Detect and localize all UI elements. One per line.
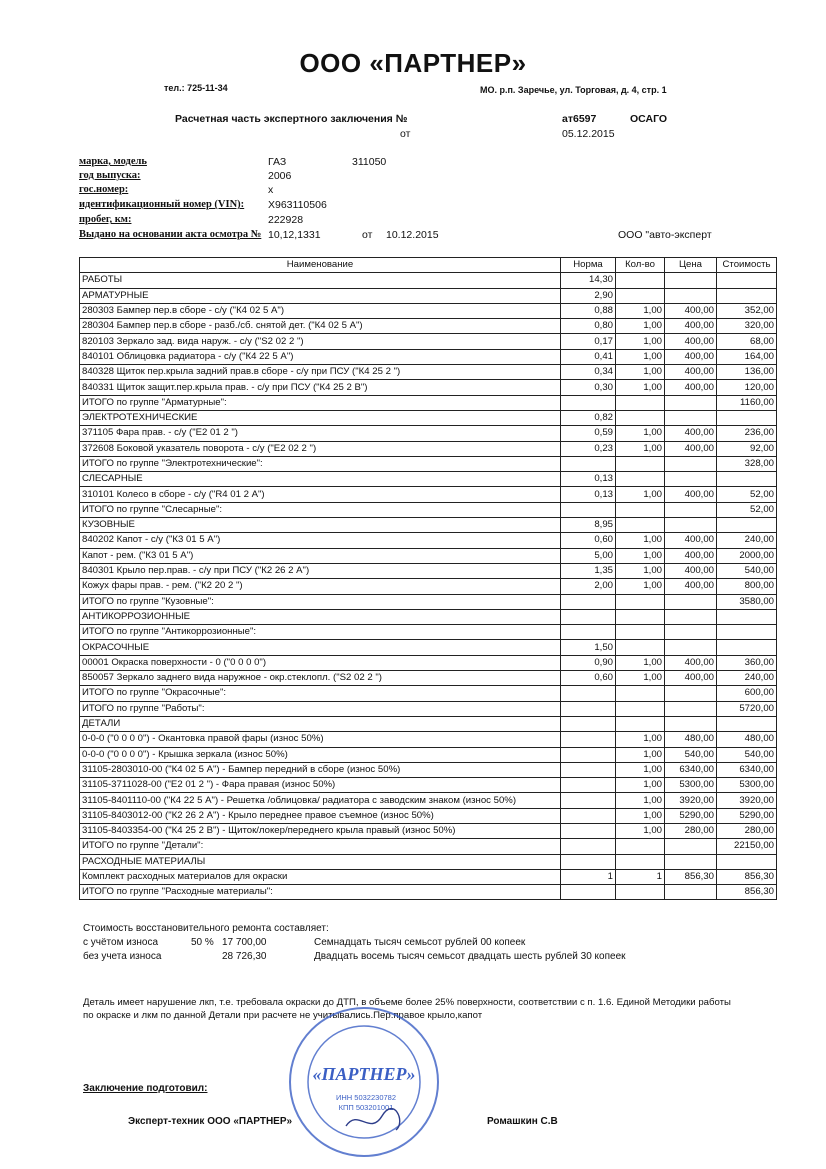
cell-cost: 5300,00 (717, 778, 777, 793)
cell-name: 280304 Бампер пер.в сборе - разб./сб. снятой дет. ("К4 02 5 А") (80, 319, 561, 334)
cell-price (665, 502, 717, 517)
cell-name: 0-0-0 ("0 0 0 0") - Окантовка правой фары (износ 50%) (80, 732, 561, 747)
cell-name: 820103 Зеркало зад. вида наруж. - с/у ("S2 02 2 ") (80, 334, 561, 349)
cell-name: 371105 Фара прав. - с/у ("Е2 01 2 ") (80, 426, 561, 441)
cell-norm (561, 854, 616, 869)
cell-qty: 1,00 (616, 487, 665, 502)
cell-qty: 1,00 (616, 334, 665, 349)
cell-name: КУЗОВНЫЕ (80, 518, 561, 533)
with-wear-percent: 50 % (191, 937, 214, 948)
cell-name: Кожух фары прав. - рем. ("К2 20 2 ") (80, 579, 561, 594)
cell-name: ИТОГО по группе "Детали": (80, 839, 561, 854)
cell-qty (616, 701, 665, 716)
cell-price (665, 273, 717, 288)
table-row (80, 732, 777, 747)
vehicle-vin-label: идентификационный номер (VIN): (79, 199, 245, 210)
table-row (80, 793, 777, 808)
table-row (80, 823, 777, 838)
cell-qty: 1,00 (616, 426, 665, 441)
cell-norm (561, 793, 616, 808)
report-title: Расчетная часть экспертного заключения № (175, 113, 408, 125)
cell-qty (616, 716, 665, 731)
cell-price (665, 456, 717, 471)
table-row (80, 671, 777, 686)
cell-price (665, 716, 717, 731)
cell-price (665, 472, 717, 487)
no-wear-value: 28 726,30 (222, 951, 267, 962)
column-header-cost: Стоимость (717, 258, 777, 273)
cell-qty: 1,00 (616, 793, 665, 808)
table-row (80, 686, 777, 701)
signer-name: Ромашкин С.В (487, 1116, 558, 1127)
cell-qty: 1,00 (616, 533, 665, 548)
cell-cost: 68,00 (717, 334, 777, 349)
table-section-row (80, 640, 777, 655)
cell-name: 31105-3711028-00 ("Е2 01 2 ") - Фара правая (износ 50%) (80, 778, 561, 793)
cell-price (665, 625, 717, 640)
vehicle-mileage-value: 222928 (268, 214, 304, 226)
cell-norm: 0,82 (561, 410, 616, 425)
cell-cost: 52,00 (717, 487, 777, 502)
cell-name: 840328 Щиток пер.крыла задний прав.в сборе - с/у при ПСУ ("К4 25 2 ") (80, 365, 561, 380)
cell-norm: 1 (561, 869, 616, 884)
cell-name: ИТОГО по группе "Работы": (80, 701, 561, 716)
note-line-2: по окраске и лкм по данной Детали при расчете не учитывались.Пер.правое крыло,капот (83, 1010, 483, 1021)
table-section-row (80, 288, 777, 303)
cell-qty (616, 456, 665, 471)
cell-cost: 856,30 (717, 885, 777, 900)
table-section-row (80, 609, 777, 624)
cell-norm (561, 686, 616, 701)
cell-norm: 0,13 (561, 472, 616, 487)
table-row (80, 625, 777, 640)
cell-price: 400,00 (665, 441, 717, 456)
stamp-name: «ПАРТНЕР» (312, 1064, 416, 1084)
cell-price (665, 854, 717, 869)
cell-norm (561, 716, 616, 731)
cell-cost: 856,30 (717, 869, 777, 884)
no-wear-label: без учета износа (83, 951, 162, 962)
cell-name: 310101 Колесо в сборе - с/у ("R4 01 2 А") (80, 487, 561, 502)
cell-norm (561, 747, 616, 762)
cell-norm (561, 823, 616, 838)
act-date: 10.12.2015 (386, 229, 439, 241)
cell-qty (616, 854, 665, 869)
vehicle-make-value: ГАЗ (268, 156, 287, 168)
cell-qty (616, 625, 665, 640)
cell-qty: 1,00 (616, 655, 665, 670)
cell-norm (561, 701, 616, 716)
cell-name: Капот - рем. ("К3 01 5 А") (80, 548, 561, 563)
cell-qty: 1,00 (616, 441, 665, 456)
cell-qty: 1,00 (616, 823, 665, 838)
table-row (80, 594, 777, 609)
report-type: ОСАГО (630, 113, 668, 125)
table-row (80, 563, 777, 578)
stamp-inn: ИНН 5032230782 (335, 1093, 397, 1102)
cell-price: 400,00 (665, 365, 717, 380)
cell-name: Комплект расходных материалов для окраски (80, 869, 561, 884)
cell-price: 400,00 (665, 671, 717, 686)
cell-cost: 240,00 (717, 671, 777, 686)
cell-cost: 328,00 (717, 456, 777, 471)
cell-qty: 1,00 (616, 303, 665, 318)
cell-cost: 360,00 (717, 655, 777, 670)
cell-price: 3920,00 (665, 793, 717, 808)
table-row (80, 533, 777, 548)
table-section-row (80, 273, 777, 288)
cell-cost: 92,00 (717, 441, 777, 456)
cell-norm: 0,88 (561, 303, 616, 318)
cell-norm (561, 625, 616, 640)
cell-price (665, 518, 717, 533)
cell-price: 280,00 (665, 823, 717, 838)
cell-qty (616, 472, 665, 487)
table-header-row (80, 258, 777, 273)
vehicle-plate-label: гос.номер: (79, 184, 129, 195)
cell-price: 540,00 (665, 747, 717, 762)
table-row (80, 502, 777, 517)
cell-price (665, 594, 717, 609)
cell-qty: 1,00 (616, 579, 665, 594)
cell-norm: 0,90 (561, 655, 616, 670)
cell-qty (616, 885, 665, 900)
cell-norm (561, 732, 616, 747)
cell-name: 31105-2803010-00 ("К4 02 5 А") - Бампер передний в сборе (износ 50%) (80, 762, 561, 777)
column-header-norm: Норма (561, 258, 616, 273)
act-value: 10,12,1331 (268, 229, 321, 241)
cell-price: 856,30 (665, 869, 717, 884)
cell-name: ИТОГО по группе "Антикоррозионные": (80, 625, 561, 640)
cell-norm: 0,41 (561, 349, 616, 364)
cell-cost (717, 716, 777, 731)
cell-qty: 1,00 (616, 778, 665, 793)
cell-qty (616, 288, 665, 303)
cell-name: АРМАТУРНЫЕ (80, 288, 561, 303)
cell-price: 400,00 (665, 487, 717, 502)
cell-norm: 0,59 (561, 426, 616, 441)
cell-norm (561, 839, 616, 854)
cell-cost: 3920,00 (717, 793, 777, 808)
cell-norm: 14,30 (561, 273, 616, 288)
table-row (80, 365, 777, 380)
cell-qty: 1,00 (616, 349, 665, 364)
cell-norm: 2,90 (561, 288, 616, 303)
cell-cost: 800,00 (717, 579, 777, 594)
cell-price: 400,00 (665, 579, 717, 594)
cell-name: СЛЕСАРНЫЕ (80, 472, 561, 487)
cell-norm (561, 885, 616, 900)
table-row (80, 869, 777, 884)
cell-norm: 5,00 (561, 548, 616, 563)
cell-price (665, 640, 717, 655)
cell-cost: 6340,00 (717, 762, 777, 777)
cell-name: 31105-8403354-00 ("К4 25 2 В") - Щиток/локер/переднего крыла правый (износ 50%) (80, 823, 561, 838)
cell-price: 400,00 (665, 303, 717, 318)
cell-norm: 8,95 (561, 518, 616, 533)
table-row (80, 303, 777, 318)
cell-cost: 2000,00 (717, 548, 777, 563)
cell-price: 400,00 (665, 319, 717, 334)
with-wear-label: с учётом износа (83, 937, 159, 948)
cell-price: 400,00 (665, 426, 717, 441)
cell-norm (561, 808, 616, 823)
cell-name: АНТИКОРРОЗИОННЫЕ (80, 609, 561, 624)
cell-cost: 280,00 (717, 823, 777, 838)
cell-cost: 3580,00 (717, 594, 777, 609)
cell-name: 372608 Боковой указатель поворота - с/у ("Е2 02 2 ") (80, 441, 561, 456)
cell-qty (616, 640, 665, 655)
cell-cost: 164,00 (717, 349, 777, 364)
company-address: МО. р.п. Заречье, ул. Торговая, д. 4, стр. 1 (480, 85, 667, 95)
cell-qty (616, 273, 665, 288)
cell-qty: 1,00 (616, 808, 665, 823)
cell-qty: 1,00 (616, 747, 665, 762)
cell-cost (717, 625, 777, 640)
cell-name: 31105-8403012-00 ("К2 26 2 А") - Крыло переднее правое съемное (износ 50%) (80, 808, 561, 823)
cell-cost: 352,00 (717, 303, 777, 318)
act-from-label: от (362, 229, 373, 241)
cell-name: РАБОТЫ (80, 273, 561, 288)
cell-qty: 1,00 (616, 319, 665, 334)
cell-name: ИТОГО по группе "Расходные материалы": (80, 885, 561, 900)
cell-cost: 5290,00 (717, 808, 777, 823)
cell-price: 400,00 (665, 349, 717, 364)
cell-cost (717, 640, 777, 655)
table-section-row (80, 518, 777, 533)
column-header-name: Наименование (80, 258, 561, 273)
stamp-kpp: КПП 503201001 (338, 1103, 394, 1112)
cell-name: 280303 Бампер пер.в сборе - с/у ("К4 02 5 А") (80, 303, 561, 318)
table-row (80, 885, 777, 900)
cell-cost: 600,00 (717, 686, 777, 701)
report-from-label: от (400, 128, 411, 140)
cell-qty: 1,00 (616, 548, 665, 563)
table-row (80, 747, 777, 762)
summary-title: Стоимость восстановительного ремонта составляет: (83, 923, 329, 934)
cell-cost: 480,00 (717, 732, 777, 747)
cell-name: РАСХОДНЫЕ МАТЕРИАЛЫ (80, 854, 561, 869)
table-section-row (80, 716, 777, 731)
cell-qty: 1,00 (616, 380, 665, 395)
with-wear-words: Семнадцать тысяч семьсот рублей 00 копеек (314, 937, 526, 948)
cell-cost (717, 854, 777, 869)
cell-name: 840101 Облицовка радиатора - с/у ("К4 22 5 А") (80, 349, 561, 364)
cell-qty (616, 410, 665, 425)
cell-norm: 0,23 (561, 441, 616, 456)
cell-cost (717, 609, 777, 624)
company-name: ООО «ПАРТНЕР» (299, 48, 527, 78)
cell-price (665, 839, 717, 854)
act-label: Выдано на основании акта осмотра № (79, 229, 262, 240)
vehicle-year-value: 2006 (268, 170, 292, 182)
cell-price: 6340,00 (665, 762, 717, 777)
table-row (80, 839, 777, 854)
cell-norm (561, 395, 616, 410)
cell-qty (616, 502, 665, 517)
cell-price: 400,00 (665, 334, 717, 349)
cell-qty: 1 (616, 869, 665, 884)
cell-price (665, 701, 717, 716)
table-row (80, 441, 777, 456)
cell-norm (561, 456, 616, 471)
cell-price: 400,00 (665, 655, 717, 670)
table-row (80, 349, 777, 364)
cell-price: 400,00 (665, 563, 717, 578)
cell-qty (616, 518, 665, 533)
cell-name: ИТОГО по группе "Кузовные": (80, 594, 561, 609)
cell-cost: 136,00 (717, 365, 777, 380)
cell-norm (561, 778, 616, 793)
cell-price (665, 395, 717, 410)
act-organization: ООО "авто-эксперт (618, 229, 712, 241)
table-row (80, 579, 777, 594)
cell-name: ЭЛЕКТРОТЕХНИЧЕСКИЕ (80, 410, 561, 425)
cell-price (665, 609, 717, 624)
table-row (80, 762, 777, 777)
table-body (80, 273, 777, 900)
cell-norm: 0,34 (561, 365, 616, 380)
report-number: ат6597 (562, 113, 597, 125)
vehicle-vin-value: X963110506 (268, 199, 327, 211)
cell-name: 840331 Щиток защит.пер.крыла прав. - с/у при ПСУ ("К4 25 2 В") (80, 380, 561, 395)
cell-price (665, 410, 717, 425)
cell-price: 5290,00 (665, 808, 717, 823)
calculation-table (79, 257, 777, 900)
cell-qty (616, 395, 665, 410)
cell-price: 400,00 (665, 380, 717, 395)
cell-qty: 1,00 (616, 762, 665, 777)
vehicle-make-label: марка, модель (79, 156, 147, 167)
with-wear-value: 17 700,00 (222, 937, 267, 948)
cell-cost: 540,00 (717, 747, 777, 762)
table-row (80, 334, 777, 349)
cell-price (665, 288, 717, 303)
vehicle-mileage-label: пробег, км: (79, 214, 132, 225)
cell-name: ИТОГО по группе "Электротехнические": (80, 456, 561, 471)
cell-name: 0-0-0 ("0 0 0 0") - Крышка зеркала (износ 50%) (80, 747, 561, 762)
table-row (80, 456, 777, 471)
cell-price (665, 885, 717, 900)
table-row (80, 426, 777, 441)
cell-cost (717, 518, 777, 533)
table-row (80, 548, 777, 563)
cell-qty: 1,00 (616, 671, 665, 686)
cell-qty (616, 839, 665, 854)
cell-name: ИТОГО по группе "Арматурные": (80, 395, 561, 410)
cell-norm (561, 762, 616, 777)
cell-cost: 52,00 (717, 502, 777, 517)
cell-cost: 320,00 (717, 319, 777, 334)
table-section-row (80, 410, 777, 425)
cell-name: 00001 Окраска поверхности - 0 ("0 0 0 0") (80, 655, 561, 670)
cell-cost: 22150,00 (717, 839, 777, 854)
cell-qty (616, 594, 665, 609)
cell-cost (717, 410, 777, 425)
table-row (80, 395, 777, 410)
signer-position: Эксперт-техник ООО «ПАРТНЕР» (128, 1116, 293, 1127)
cell-norm: 1,50 (561, 640, 616, 655)
cell-qty: 1,00 (616, 365, 665, 380)
cell-norm: 1,35 (561, 563, 616, 578)
table-row (80, 319, 777, 334)
cell-name: 31105-8401110-00 ("К4 22 5 А") - Решетка /облицовка/ радиатора с заводским знаком (износ 50%) (80, 793, 561, 808)
cell-norm (561, 609, 616, 624)
cell-norm: 0,30 (561, 380, 616, 395)
cell-name: ИТОГО по группе "Слесарные": (80, 502, 561, 517)
table-row (80, 778, 777, 793)
cell-qty (616, 609, 665, 624)
company-phone: тел.: 725-11-34 (164, 83, 228, 93)
prepared-by-label: Заключение подготовил: (83, 1083, 208, 1094)
cell-cost: 5720,00 (717, 701, 777, 716)
cell-qty (616, 686, 665, 701)
table-row (80, 655, 777, 670)
table-row (80, 808, 777, 823)
cell-norm: 0,80 (561, 319, 616, 334)
cell-name: 840202 Капот - с/у ("К3 01 5 А") (80, 533, 561, 548)
cell-norm (561, 502, 616, 517)
report-date: 05.12.2015 (562, 128, 615, 140)
cell-norm: 0,17 (561, 334, 616, 349)
cell-norm: 0,13 (561, 487, 616, 502)
cell-norm: 2,00 (561, 579, 616, 594)
vehicle-model-value: 311050 (352, 156, 387, 168)
cell-qty: 1,00 (616, 732, 665, 747)
cell-cost: 540,00 (717, 563, 777, 578)
vehicle-year-label: год выпуска: (79, 170, 141, 181)
cell-price: 400,00 (665, 548, 717, 563)
cell-cost: 240,00 (717, 533, 777, 548)
cell-price: 480,00 (665, 732, 717, 747)
cell-norm: 0,60 (561, 671, 616, 686)
cell-cost: 120,00 (717, 380, 777, 395)
note-line-1: Деталь имеет нарушение лкп, т.е. требовала окраски до ДТП, в объеме более 25% поверхности, соответствии с п. 1.6. Единой Методики работы (83, 997, 731, 1008)
cell-name: ДЕТАЛИ (80, 716, 561, 731)
company-stamp (286, 1004, 442, 1160)
cell-cost: 1160,00 (717, 395, 777, 410)
cell-price: 400,00 (665, 533, 717, 548)
vehicle-plate-value: х (268, 184, 274, 196)
column-header-qty: Кол-во (616, 258, 665, 273)
cell-cost (717, 273, 777, 288)
cell-name: ИТОГО по группе "Окрасочные": (80, 686, 561, 701)
cell-cost: 236,00 (717, 426, 777, 441)
cell-cost (717, 288, 777, 303)
cell-price: 5300,00 (665, 778, 717, 793)
cell-cost (717, 472, 777, 487)
column-header-price: Цена (665, 258, 717, 273)
table-section-row (80, 854, 777, 869)
cell-name: ОКРАСОЧНЫЕ (80, 640, 561, 655)
cell-qty: 1,00 (616, 563, 665, 578)
cell-norm: 0,60 (561, 533, 616, 548)
no-wear-words: Двадцать восемь тысяч семьсот двадцать шесть рублей 30 копеек (314, 951, 626, 962)
cell-norm (561, 594, 616, 609)
cell-name: 850057 Зеркало заднего вида наружное - окр.стеклопл. ("S2 02 2 ") (80, 671, 561, 686)
table-row (80, 701, 777, 716)
table-row (80, 487, 777, 502)
table-section-row (80, 472, 777, 487)
cell-name: 840301 Крыло пер.прав. - с/у при ПСУ ("К2 26 2 А") (80, 563, 561, 578)
table-row (80, 380, 777, 395)
cell-price (665, 686, 717, 701)
